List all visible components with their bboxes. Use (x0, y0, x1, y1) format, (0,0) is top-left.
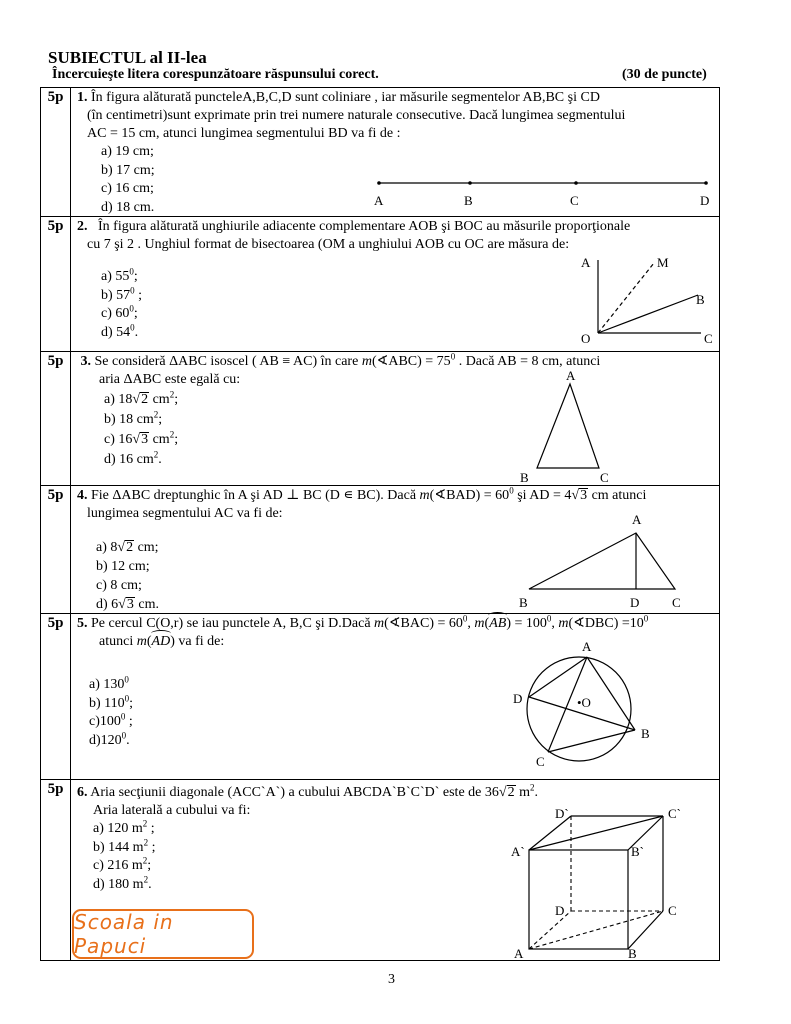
question-text: cu 7 şi 2 . Unghiul format de bisectoarea (OM a unghiului AOB cu OC are măsura de: (87, 237, 570, 252)
subject-title: SUBIECTUL al II-lea (48, 48, 207, 67)
question-text: În figura alăturată unghiurile adiacente complementare AOB şi BOC au măsurile proporţionale (98, 219, 631, 234)
figure-label: B (464, 193, 473, 208)
answer-options (89, 676, 133, 750)
question-number: 6. (77, 785, 88, 800)
figure-label: A (582, 639, 592, 654)
figure-label: D (700, 193, 710, 208)
figure-label: C` (668, 808, 681, 821)
option-c[interactable]: c) 16 cm; (101, 181, 154, 196)
circle-figure (501, 636, 671, 776)
figure-label: •O (577, 695, 591, 710)
question-number: 3. (80, 354, 91, 369)
figure-label: C (570, 193, 579, 208)
collinear-points-figure (361, 173, 721, 213)
question-text: lungimea segmentului AC va fi de: (87, 506, 283, 521)
figure-label: O (581, 331, 591, 346)
isosceles-triangle-figure (511, 370, 631, 484)
cube-figure (471, 808, 711, 960)
question-4 (71, 486, 720, 614)
answer-options (104, 390, 178, 470)
figure-label: D (555, 903, 565, 918)
figure-label: A (566, 370, 576, 383)
question-text: Pe cercul C(O,r) se iau punctele A, B,C şi D.Dacă m(∢BAC) = $60^0$, $m(AB) = 100^0$, m(∢DBC) $=10^0$ (91, 613, 649, 631)
figure-label: B (628, 946, 637, 960)
question-points: 5p (47, 89, 64, 105)
figure-label: D (630, 595, 640, 610)
question-text: În figura alăturată puncteleA,B,C,D sunt coliniare , iar măsurile segmentelor AB,BC şi CD (91, 90, 600, 105)
option-b[interactable]: b) $110^0$; (89, 692, 134, 711)
figure-label: C (668, 903, 677, 918)
question-text: Aria secţiunii diagonale (ACC`A`) a cubului ABCDA`B`C`D` este de 36√2 $m^2$. (90, 782, 538, 800)
figure-label: M (657, 255, 669, 270)
option-b[interactable]: b) $57^0$ ; (101, 284, 143, 303)
question-number: 4. (77, 488, 88, 503)
figure-label: A (632, 512, 642, 527)
option-b[interactable]: b) 144 $m^2$ ; (93, 836, 156, 855)
option-a[interactable]: a) 19 cm; (101, 144, 154, 159)
question-number: 5. (77, 616, 88, 631)
option-d[interactable]: $d)120^0$. (89, 729, 130, 748)
question-text: Fie ΔABC dreptunghic în A şi AD ⊥ BC (D ∊ BC). Dacă m(∢BAD) = $60^0$ şi AD = 4√3 cm atunci (91, 485, 647, 503)
option-c[interactable]: $c)100^0$ ; (89, 711, 133, 729)
question-text: Se consideră ΔABC isoscel ( AB ≡ AC) în care m(∢ABC) = $75^0$ . Dacă AB = 8 cm, atunci (94, 351, 601, 369)
question-5 (71, 614, 720, 780)
total-points: (30 de puncte) (622, 67, 707, 82)
question-2 (71, 217, 720, 352)
question-1 (71, 88, 720, 217)
option-b[interactable]: b) 12 cm; (96, 559, 150, 574)
figure-label: C (672, 595, 681, 610)
question-points: 5p (47, 781, 64, 797)
question-text: Aria laterală a cubului va fi: (93, 803, 251, 818)
figure-label: B (696, 292, 705, 307)
question-3 (71, 352, 720, 486)
figure-label: D` (555, 808, 569, 821)
answer-options (101, 143, 155, 217)
question-row (41, 88, 720, 217)
figure-label: C (536, 754, 545, 769)
figure-label: B (641, 726, 650, 741)
angles-figure (541, 255, 721, 347)
question-text: atunci m(AD) va fi de: (99, 634, 225, 649)
page-number: 3 (388, 972, 395, 987)
answer-options (96, 538, 159, 614)
figure-label: A (581, 255, 591, 270)
question-row (41, 614, 720, 780)
question-number: 1. (77, 90, 88, 105)
figure-label: C (704, 331, 713, 346)
question-text: (în centimetri)sunt exprimate prin trei numere naturale consecutive. Dacă lungimea segmentului (87, 108, 626, 123)
answer-options (101, 268, 142, 342)
option-c[interactable]: c) 216 $m^2$; (93, 855, 152, 873)
question-text: aria ΔABC este egală cu: (99, 372, 241, 387)
question-row (41, 352, 720, 486)
figure-label: B (519, 595, 528, 610)
option-c[interactable]: c) 8 cm; (96, 578, 142, 593)
answer-options (93, 820, 155, 894)
option-a[interactable]: a) 18√2 $cm^2$; (104, 389, 179, 407)
option-d[interactable]: d) 180 $m^2$. (93, 873, 152, 892)
question-row (41, 486, 720, 614)
question-row (41, 217, 720, 352)
option-d[interactable]: d) 18 cm. (101, 199, 155, 215)
figure-label: A (514, 946, 524, 960)
questions-table (40, 87, 720, 961)
instruction: Încercuieşte litera corespunzătoare răspunsului corect. (52, 67, 379, 82)
scoala-in-papuci-logo: Scoala in Papuci (72, 909, 254, 959)
figure-label: D (513, 691, 523, 706)
option-a[interactable]: a) 120 $m^2$ ; (93, 818, 155, 836)
option-c[interactable]: c) 16√3 $cm^2$; (104, 429, 179, 447)
figure-label: B` (631, 844, 644, 859)
option-b[interactable]: b) 17 cm; (101, 162, 155, 178)
option-d[interactable]: d) 16 $cm^2$. (104, 449, 162, 467)
figure-label: C (600, 470, 609, 484)
right-triangle-figure (511, 506, 711, 614)
question-number: 2. (77, 219, 88, 234)
question-points: 5p (47, 353, 64, 369)
question-points: 5p (47, 487, 64, 503)
option-d[interactable]: d) $54^0$. (101, 321, 139, 340)
question-points: 5p (47, 615, 64, 631)
option-c[interactable]: c) $60^0$; (101, 303, 138, 321)
option-a[interactable]: a) 8√2 cm; (96, 540, 159, 555)
figure-label: B (520, 470, 529, 484)
option-a[interactable]: a) $55^0$; (101, 266, 138, 284)
figure-label: A` (511, 844, 525, 859)
option-d[interactable]: d) 6√3 cm. (96, 597, 159, 612)
question-text: AC = 15 cm, atunci lungimea segmentului BD va fi de : (87, 126, 401, 141)
question-points: 5p (47, 218, 64, 234)
option-b[interactable]: b) 18 $cm^2$; (104, 409, 163, 427)
figure-label: A (374, 193, 384, 208)
option-a[interactable]: a) $130^0$ (89, 674, 129, 692)
